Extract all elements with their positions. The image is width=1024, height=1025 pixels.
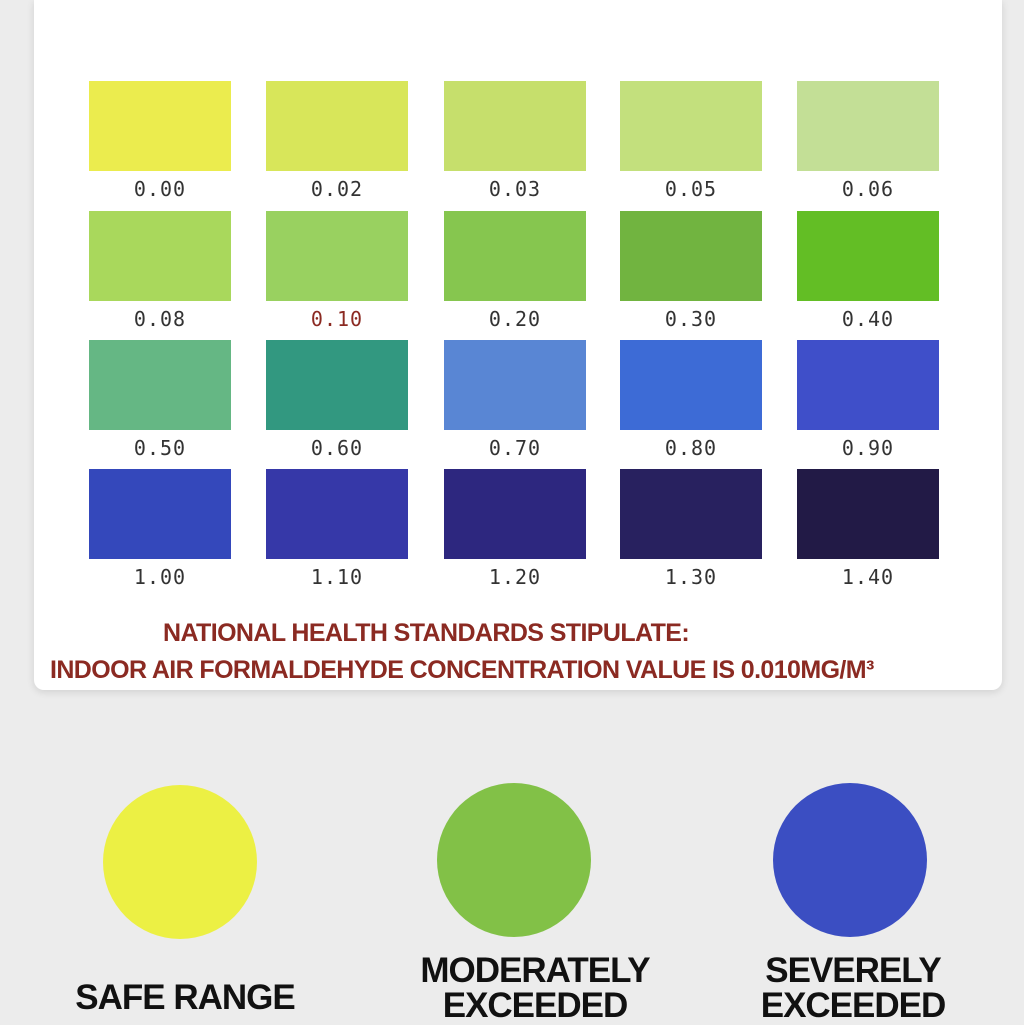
concentration-value: 0.20 [488,307,542,331]
moderately-exceeded-label [385,953,685,1023]
concentration-value: 1.30 [664,565,718,589]
color-chart-cell [620,81,762,201]
color-chart-cell [89,81,231,201]
color-chart-cell [797,340,939,460]
safe-range-label-line: SAFE RANGE [75,978,295,1017]
exceeded-label-line: EXCEEDED [442,986,628,1025]
concentration-value: 0.30 [664,307,718,331]
color-chart-cell [266,340,408,460]
safe-range-indicator [103,785,257,939]
color-chart-cell [89,469,231,589]
concentration-value: 0.70 [488,436,542,460]
color-swatch [797,340,939,430]
color-swatch [797,211,939,301]
color-chart-cell [620,211,762,331]
severely-exceeded-label [733,953,973,1023]
concentration-value: 0.08 [133,307,187,331]
color-swatch [89,211,231,301]
color-swatch [444,81,586,171]
color-swatch [797,469,939,559]
concentration-value: 0.10 [310,307,364,331]
concentration-value: 0.50 [133,436,187,460]
standards-heading: NATIONAL HEALTH STANDARDS STIPULATE: [163,619,690,647]
concentration-value: 0.60 [310,436,364,460]
color-chart-cell [444,81,586,201]
moderately-exceeded-indicator [437,783,591,937]
color-chart-cell [620,469,762,589]
color-chart-cell [266,211,408,331]
color-swatch [444,211,586,301]
color-chart-cell [620,340,762,460]
color-swatch [444,340,586,430]
concentration-value: 0.80 [664,436,718,460]
concentration-value: 0.03 [488,177,542,201]
color-swatch [89,81,231,171]
color-chart-cell [797,211,939,331]
color-swatch [620,340,762,430]
standards-value: INDOOR AIR FORMALDEHYDE CONCENTRATION VALUE IS 0.010MG/M³ [50,656,874,684]
concentration-value: 1.40 [841,565,895,589]
color-chart-cell [89,340,231,460]
color-swatch [266,469,408,559]
concentration-value: 0.05 [664,177,718,201]
concentration-value: 0.00 [133,177,187,201]
color-swatch [89,340,231,430]
color-swatch [620,81,762,171]
color-swatch [266,211,408,301]
color-swatch [266,81,408,171]
color-chart-cell [797,469,939,589]
color-chart-cell [444,340,586,460]
concentration-value: 1.10 [310,565,364,589]
color-swatch [266,340,408,430]
severely-exceeded-indicator [773,783,927,937]
color-chart-cell [266,81,408,201]
moderately-label-line: MODERATELY [420,951,650,990]
color-swatch [89,469,231,559]
concentration-value: 0.90 [841,436,895,460]
concentration-value: 0.40 [841,307,895,331]
safe-range-label [60,980,310,1015]
concentration-value: 1.00 [133,565,187,589]
color-swatch [797,81,939,171]
color-swatch [444,469,586,559]
color-chart-cell [444,469,586,589]
exceeded-label-line: EXCEEDED [760,986,946,1025]
color-chart-cell [266,469,408,589]
severely-label-line: SEVERELY [765,951,941,990]
color-swatch [620,211,762,301]
color-swatch [620,469,762,559]
concentration-value: 0.02 [310,177,364,201]
concentration-value: 0.06 [841,177,895,201]
color-chart-cell [444,211,586,331]
color-chart-cell [89,211,231,331]
concentration-value: 1.20 [488,565,542,589]
color-chart-cell [797,81,939,201]
